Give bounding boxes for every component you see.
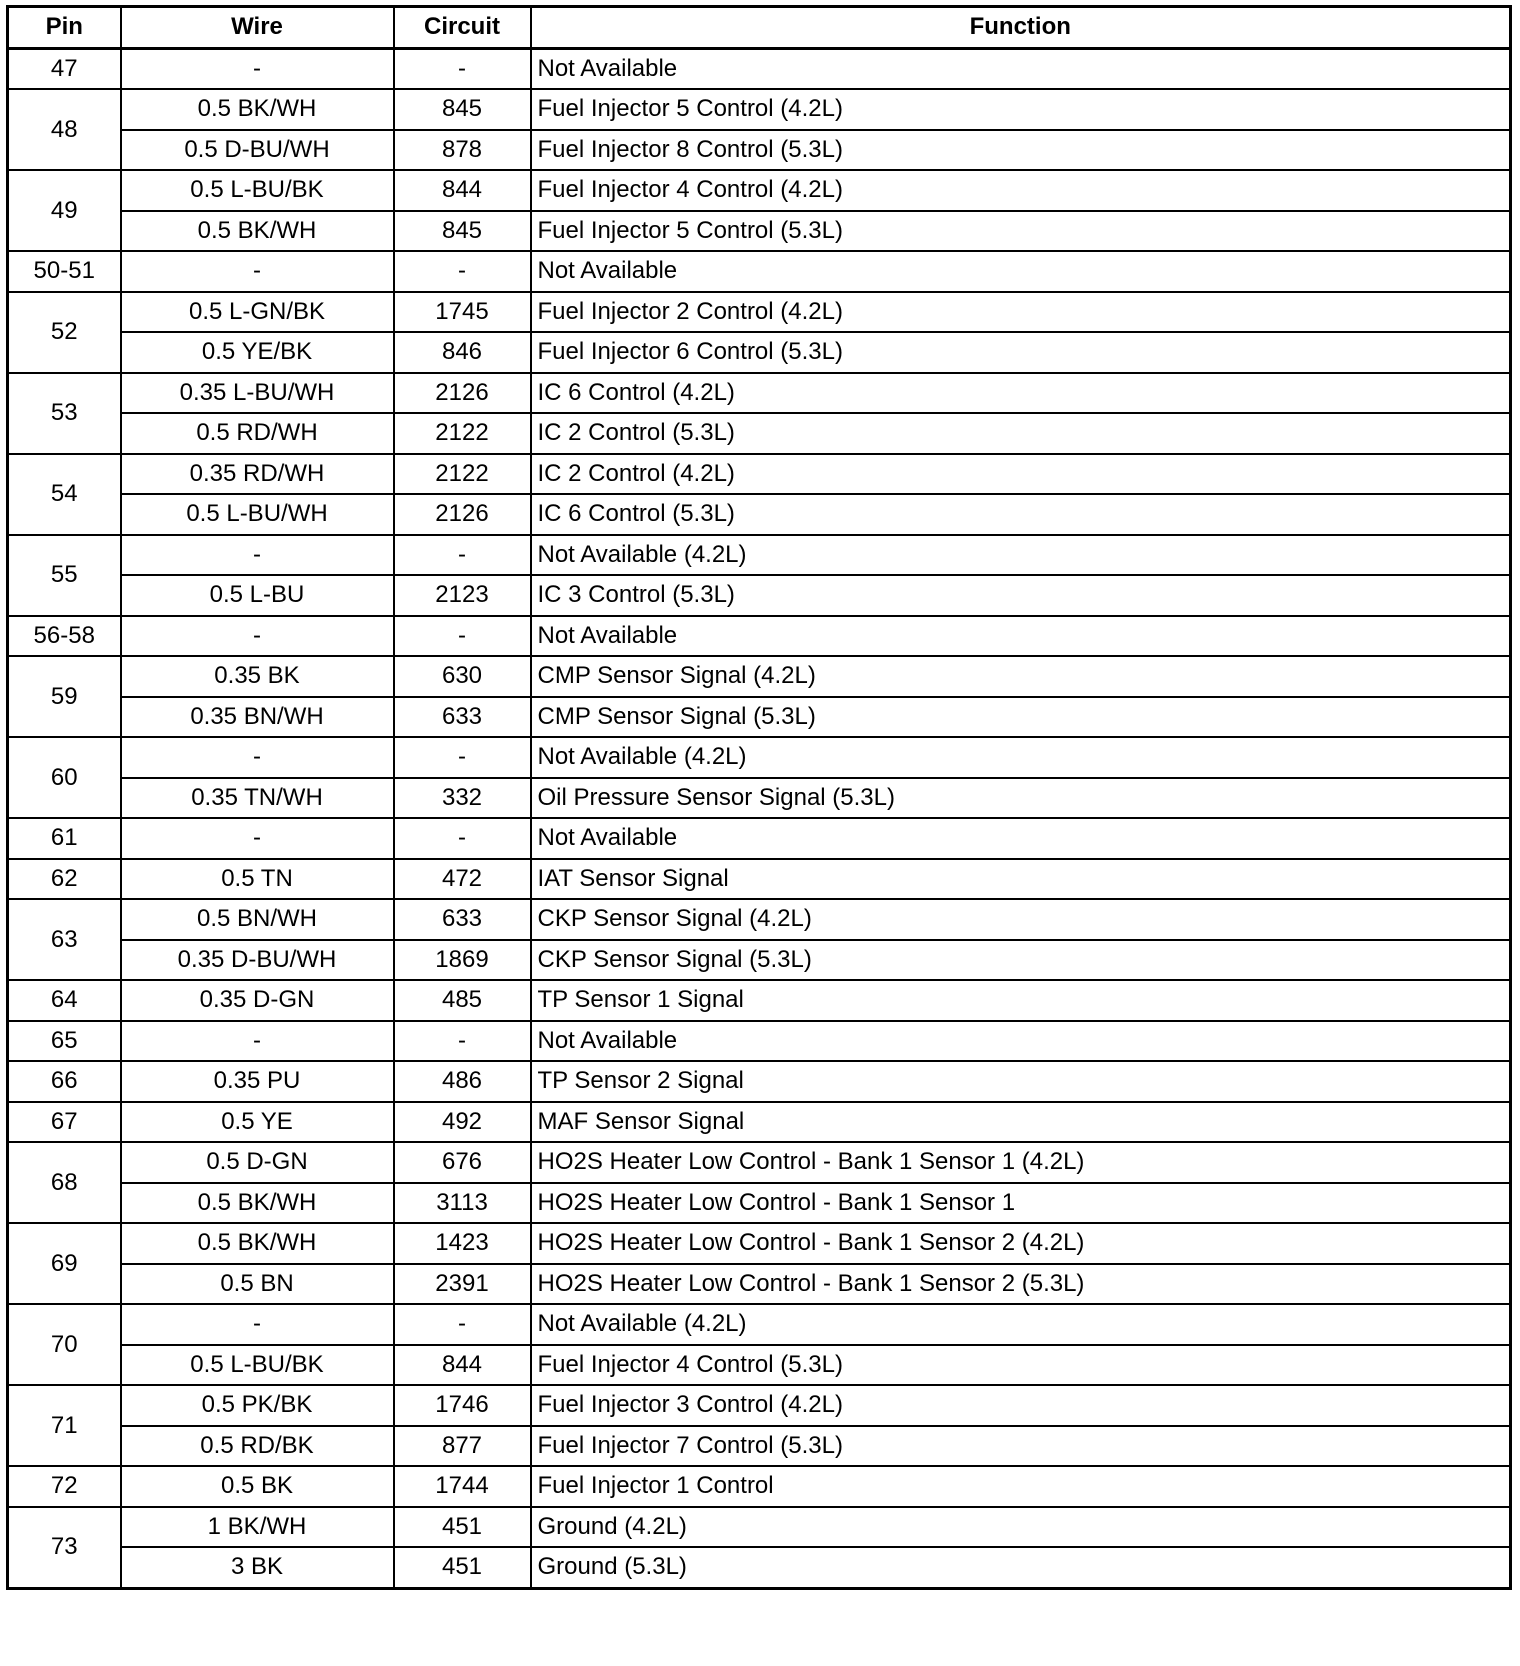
wire-cell: 0.5 TN	[121, 859, 394, 900]
wire-cell: 0.35 L-BU/WH	[121, 373, 394, 414]
circuit-cell: -	[394, 535, 531, 576]
table-row	[8, 1507, 1511, 1548]
wire-cell: 0.5 BN/WH	[121, 899, 394, 940]
table-row	[8, 1021, 1511, 1062]
circuit-cell: 492	[394, 1102, 531, 1143]
function-cell: CKP Sensor Signal (5.3L)	[531, 940, 1511, 981]
circuit-cell: 1746	[394, 1385, 531, 1426]
pin-cell: 67	[8, 1102, 121, 1143]
pin-cell: 71	[8, 1385, 121, 1466]
wire-cell: 0.5 BN	[121, 1264, 394, 1305]
function-cell: IAT Sensor Signal	[531, 859, 1511, 900]
circuit-cell: 2122	[394, 454, 531, 495]
function-cell: TP Sensor 2 Signal	[531, 1061, 1511, 1102]
wire-cell: -	[121, 1021, 394, 1062]
circuit-cell: 472	[394, 859, 531, 900]
function-cell: CMP Sensor Signal (5.3L)	[531, 697, 1511, 738]
wire-cell: 0.5 BK/WH	[121, 1183, 394, 1224]
circuit-cell: 845	[394, 89, 531, 130]
table-row	[8, 1142, 1511, 1183]
table-row	[8, 778, 1511, 819]
pin-cell: 50-51	[8, 251, 121, 292]
function-cell: Not Available	[531, 48, 1511, 89]
pin-cell: 62	[8, 859, 121, 900]
circuit-cell: -	[394, 737, 531, 778]
wire-cell: 0.35 RD/WH	[121, 454, 394, 495]
circuit-cell: -	[394, 818, 531, 859]
wire-cell: 0.5 L-BU/BK	[121, 1345, 394, 1386]
circuit-cell: -	[394, 251, 531, 292]
pin-cell: 56-58	[8, 616, 121, 657]
circuit-cell: 877	[394, 1426, 531, 1467]
circuit-cell: -	[394, 616, 531, 657]
table-row	[8, 1264, 1511, 1305]
table-row	[8, 1385, 1511, 1426]
table-row	[8, 251, 1511, 292]
table-row	[8, 454, 1511, 495]
wire-cell: -	[121, 818, 394, 859]
circuit-cell: -	[394, 1021, 531, 1062]
pin-cell: 72	[8, 1466, 121, 1507]
header-pin: Pin	[8, 7, 121, 49]
circuit-cell: -	[394, 48, 531, 89]
table-row	[8, 48, 1511, 89]
table-row	[8, 1183, 1511, 1224]
function-cell: Not Available	[531, 616, 1511, 657]
circuit-cell: 3113	[394, 1183, 531, 1224]
wire-cell: -	[121, 616, 394, 657]
pin-cell: 70	[8, 1304, 121, 1385]
pin-cell: 68	[8, 1142, 121, 1223]
table-row	[8, 1426, 1511, 1467]
function-cell: Fuel Injector 7 Control (5.3L)	[531, 1426, 1511, 1467]
table-row	[8, 413, 1511, 454]
table-row	[8, 494, 1511, 535]
circuit-cell: 2122	[394, 413, 531, 454]
table-row	[8, 535, 1511, 576]
circuit-cell: 1423	[394, 1223, 531, 1264]
wire-cell: 0.5 L-BU	[121, 575, 394, 616]
function-cell: Fuel Injector 4 Control (5.3L)	[531, 1345, 1511, 1386]
table-row	[8, 980, 1511, 1021]
wire-cell: 0.5 D-GN	[121, 1142, 394, 1183]
pin-cell: 69	[8, 1223, 121, 1304]
function-cell: CMP Sensor Signal (4.2L)	[531, 656, 1511, 697]
table-row	[8, 859, 1511, 900]
pin-cell: 52	[8, 292, 121, 373]
function-cell: MAF Sensor Signal	[531, 1102, 1511, 1143]
wire-cell: 0.5 RD/WH	[121, 413, 394, 454]
wire-cell: -	[121, 1304, 394, 1345]
circuit-cell: 845	[394, 211, 531, 252]
table-row	[8, 575, 1511, 616]
function-cell: CKP Sensor Signal (4.2L)	[531, 899, 1511, 940]
table-row	[8, 1345, 1511, 1386]
wire-cell: 0.5 PK/BK	[121, 1385, 394, 1426]
table-row	[8, 616, 1511, 657]
table-row	[8, 211, 1511, 252]
connector-pinout-table	[6, 5, 1512, 1590]
circuit-cell: 2126	[394, 494, 531, 535]
pin-cell: 64	[8, 980, 121, 1021]
wire-cell: 0.35 PU	[121, 1061, 394, 1102]
table-row	[8, 899, 1511, 940]
wire-cell: 0.5 L-BU/BK	[121, 170, 394, 211]
function-cell: Fuel Injector 4 Control (4.2L)	[531, 170, 1511, 211]
pin-cell: 53	[8, 373, 121, 454]
circuit-cell: 485	[394, 980, 531, 1021]
function-cell: Not Available (4.2L)	[531, 1304, 1511, 1345]
wire-cell: -	[121, 737, 394, 778]
function-cell: Fuel Injector 8 Control (5.3L)	[531, 130, 1511, 171]
function-cell: Oil Pressure Sensor Signal (5.3L)	[531, 778, 1511, 819]
pin-cell: 48	[8, 89, 121, 170]
pin-cell: 61	[8, 818, 121, 859]
wire-cell: 0.5 D-BU/WH	[121, 130, 394, 171]
function-cell: Not Available (4.2L)	[531, 535, 1511, 576]
function-cell: IC 3 Control (5.3L)	[531, 575, 1511, 616]
header-wire: Wire	[121, 7, 394, 49]
table-row	[8, 292, 1511, 333]
function-cell: IC 6 Control (4.2L)	[531, 373, 1511, 414]
pin-cell: 54	[8, 454, 121, 535]
function-cell: Not Available	[531, 1021, 1511, 1062]
circuit-cell: 844	[394, 170, 531, 211]
circuit-cell: -	[394, 1304, 531, 1345]
circuit-cell: 846	[394, 332, 531, 373]
circuit-cell: 878	[394, 130, 531, 171]
wire-cell: 0.35 D-GN	[121, 980, 394, 1021]
wire-cell: 0.5 YE/BK	[121, 332, 394, 373]
circuit-cell: 332	[394, 778, 531, 819]
function-cell: IC 2 Control (4.2L)	[531, 454, 1511, 495]
function-cell: Not Available	[531, 251, 1511, 292]
circuit-cell: 2391	[394, 1264, 531, 1305]
wire-cell: -	[121, 535, 394, 576]
circuit-cell: 1745	[394, 292, 531, 333]
table-row	[8, 1223, 1511, 1264]
wire-cell: 0.5 YE	[121, 1102, 394, 1143]
wire-cell: 0.5 BK/WH	[121, 1223, 394, 1264]
wire-cell: 0.5 RD/BK	[121, 1426, 394, 1467]
wire-cell: 0.35 TN/WH	[121, 778, 394, 819]
circuit-cell: 2126	[394, 373, 531, 414]
pin-cell: 55	[8, 535, 121, 616]
wire-cell: 0.35 D-BU/WH	[121, 940, 394, 981]
wire-cell: 0.5 BK/WH	[121, 89, 394, 130]
pin-cell: 47	[8, 48, 121, 89]
table-row	[8, 1061, 1511, 1102]
header-row	[8, 7, 1511, 49]
header-function: Function	[531, 7, 1511, 49]
circuit-cell: 676	[394, 1142, 531, 1183]
table-row	[8, 737, 1511, 778]
circuit-cell: 2123	[394, 575, 531, 616]
wire-cell: 0.5 L-GN/BK	[121, 292, 394, 333]
circuit-cell: 630	[394, 656, 531, 697]
function-cell: Not Available	[531, 818, 1511, 859]
circuit-cell: 633	[394, 899, 531, 940]
circuit-cell: 1744	[394, 1466, 531, 1507]
function-cell: Fuel Injector 5 Control (5.3L)	[531, 211, 1511, 252]
table-row	[8, 89, 1511, 130]
wire-cell: -	[121, 251, 394, 292]
wire-cell: 1 BK/WH	[121, 1507, 394, 1548]
function-cell: Fuel Injector 1 Control	[531, 1466, 1511, 1507]
function-cell: Fuel Injector 3 Control (4.2L)	[531, 1385, 1511, 1426]
pin-cell: 66	[8, 1061, 121, 1102]
wire-cell: 0.5 L-BU/WH	[121, 494, 394, 535]
circuit-cell: 451	[394, 1547, 531, 1588]
table-row	[8, 1304, 1511, 1345]
function-cell: HO2S Heater Low Control - Bank 1 Sensor 2 (4.2L)	[531, 1223, 1511, 1264]
pin-cell: 59	[8, 656, 121, 737]
table-row	[8, 656, 1511, 697]
circuit-cell: 633	[394, 697, 531, 738]
pin-cell: 63	[8, 899, 121, 980]
function-cell: Not Available (4.2L)	[531, 737, 1511, 778]
wire-cell: 3 BK	[121, 1547, 394, 1588]
function-cell: HO2S Heater Low Control - Bank 1 Sensor 1 (4.2L)	[531, 1142, 1511, 1183]
function-cell: Ground (5.3L)	[531, 1547, 1511, 1588]
circuit-cell: 1869	[394, 940, 531, 981]
wire-cell: -	[121, 48, 394, 89]
pin-cell: 49	[8, 170, 121, 251]
wire-cell: 0.5 BK/WH	[121, 211, 394, 252]
table-row	[8, 1547, 1511, 1588]
pin-cell: 73	[8, 1507, 121, 1589]
function-cell: HO2S Heater Low Control - Bank 1 Sensor 1	[531, 1183, 1511, 1224]
table-row	[8, 1466, 1511, 1507]
table-body	[8, 48, 1511, 1588]
pin-cell: 60	[8, 737, 121, 818]
function-cell: IC 6 Control (5.3L)	[531, 494, 1511, 535]
table-row	[8, 697, 1511, 738]
function-cell: Fuel Injector 6 Control (5.3L)	[531, 332, 1511, 373]
wire-cell: 0.5 BK	[121, 1466, 394, 1507]
circuit-cell: 451	[394, 1507, 531, 1548]
table-row	[8, 170, 1511, 211]
table-row	[8, 130, 1511, 171]
function-cell: Fuel Injector 5 Control (4.2L)	[531, 89, 1511, 130]
circuit-cell: 486	[394, 1061, 531, 1102]
table-row	[8, 373, 1511, 414]
pin-cell: 65	[8, 1021, 121, 1062]
connector-pinout-table-container	[6, 5, 1509, 1590]
header-circuit: Circuit	[394, 7, 531, 49]
table-row	[8, 940, 1511, 981]
wire-cell: 0.35 BK	[121, 656, 394, 697]
function-cell: TP Sensor 1 Signal	[531, 980, 1511, 1021]
function-cell: Ground (4.2L)	[531, 1507, 1511, 1548]
table-row	[8, 332, 1511, 373]
wire-cell: 0.35 BN/WH	[121, 697, 394, 738]
table-row	[8, 818, 1511, 859]
circuit-cell: 844	[394, 1345, 531, 1386]
function-cell: IC 2 Control (5.3L)	[531, 413, 1511, 454]
function-cell: HO2S Heater Low Control - Bank 1 Sensor 2 (5.3L)	[531, 1264, 1511, 1305]
function-cell: Fuel Injector 2 Control (4.2L)	[531, 292, 1511, 333]
table-row	[8, 1102, 1511, 1143]
